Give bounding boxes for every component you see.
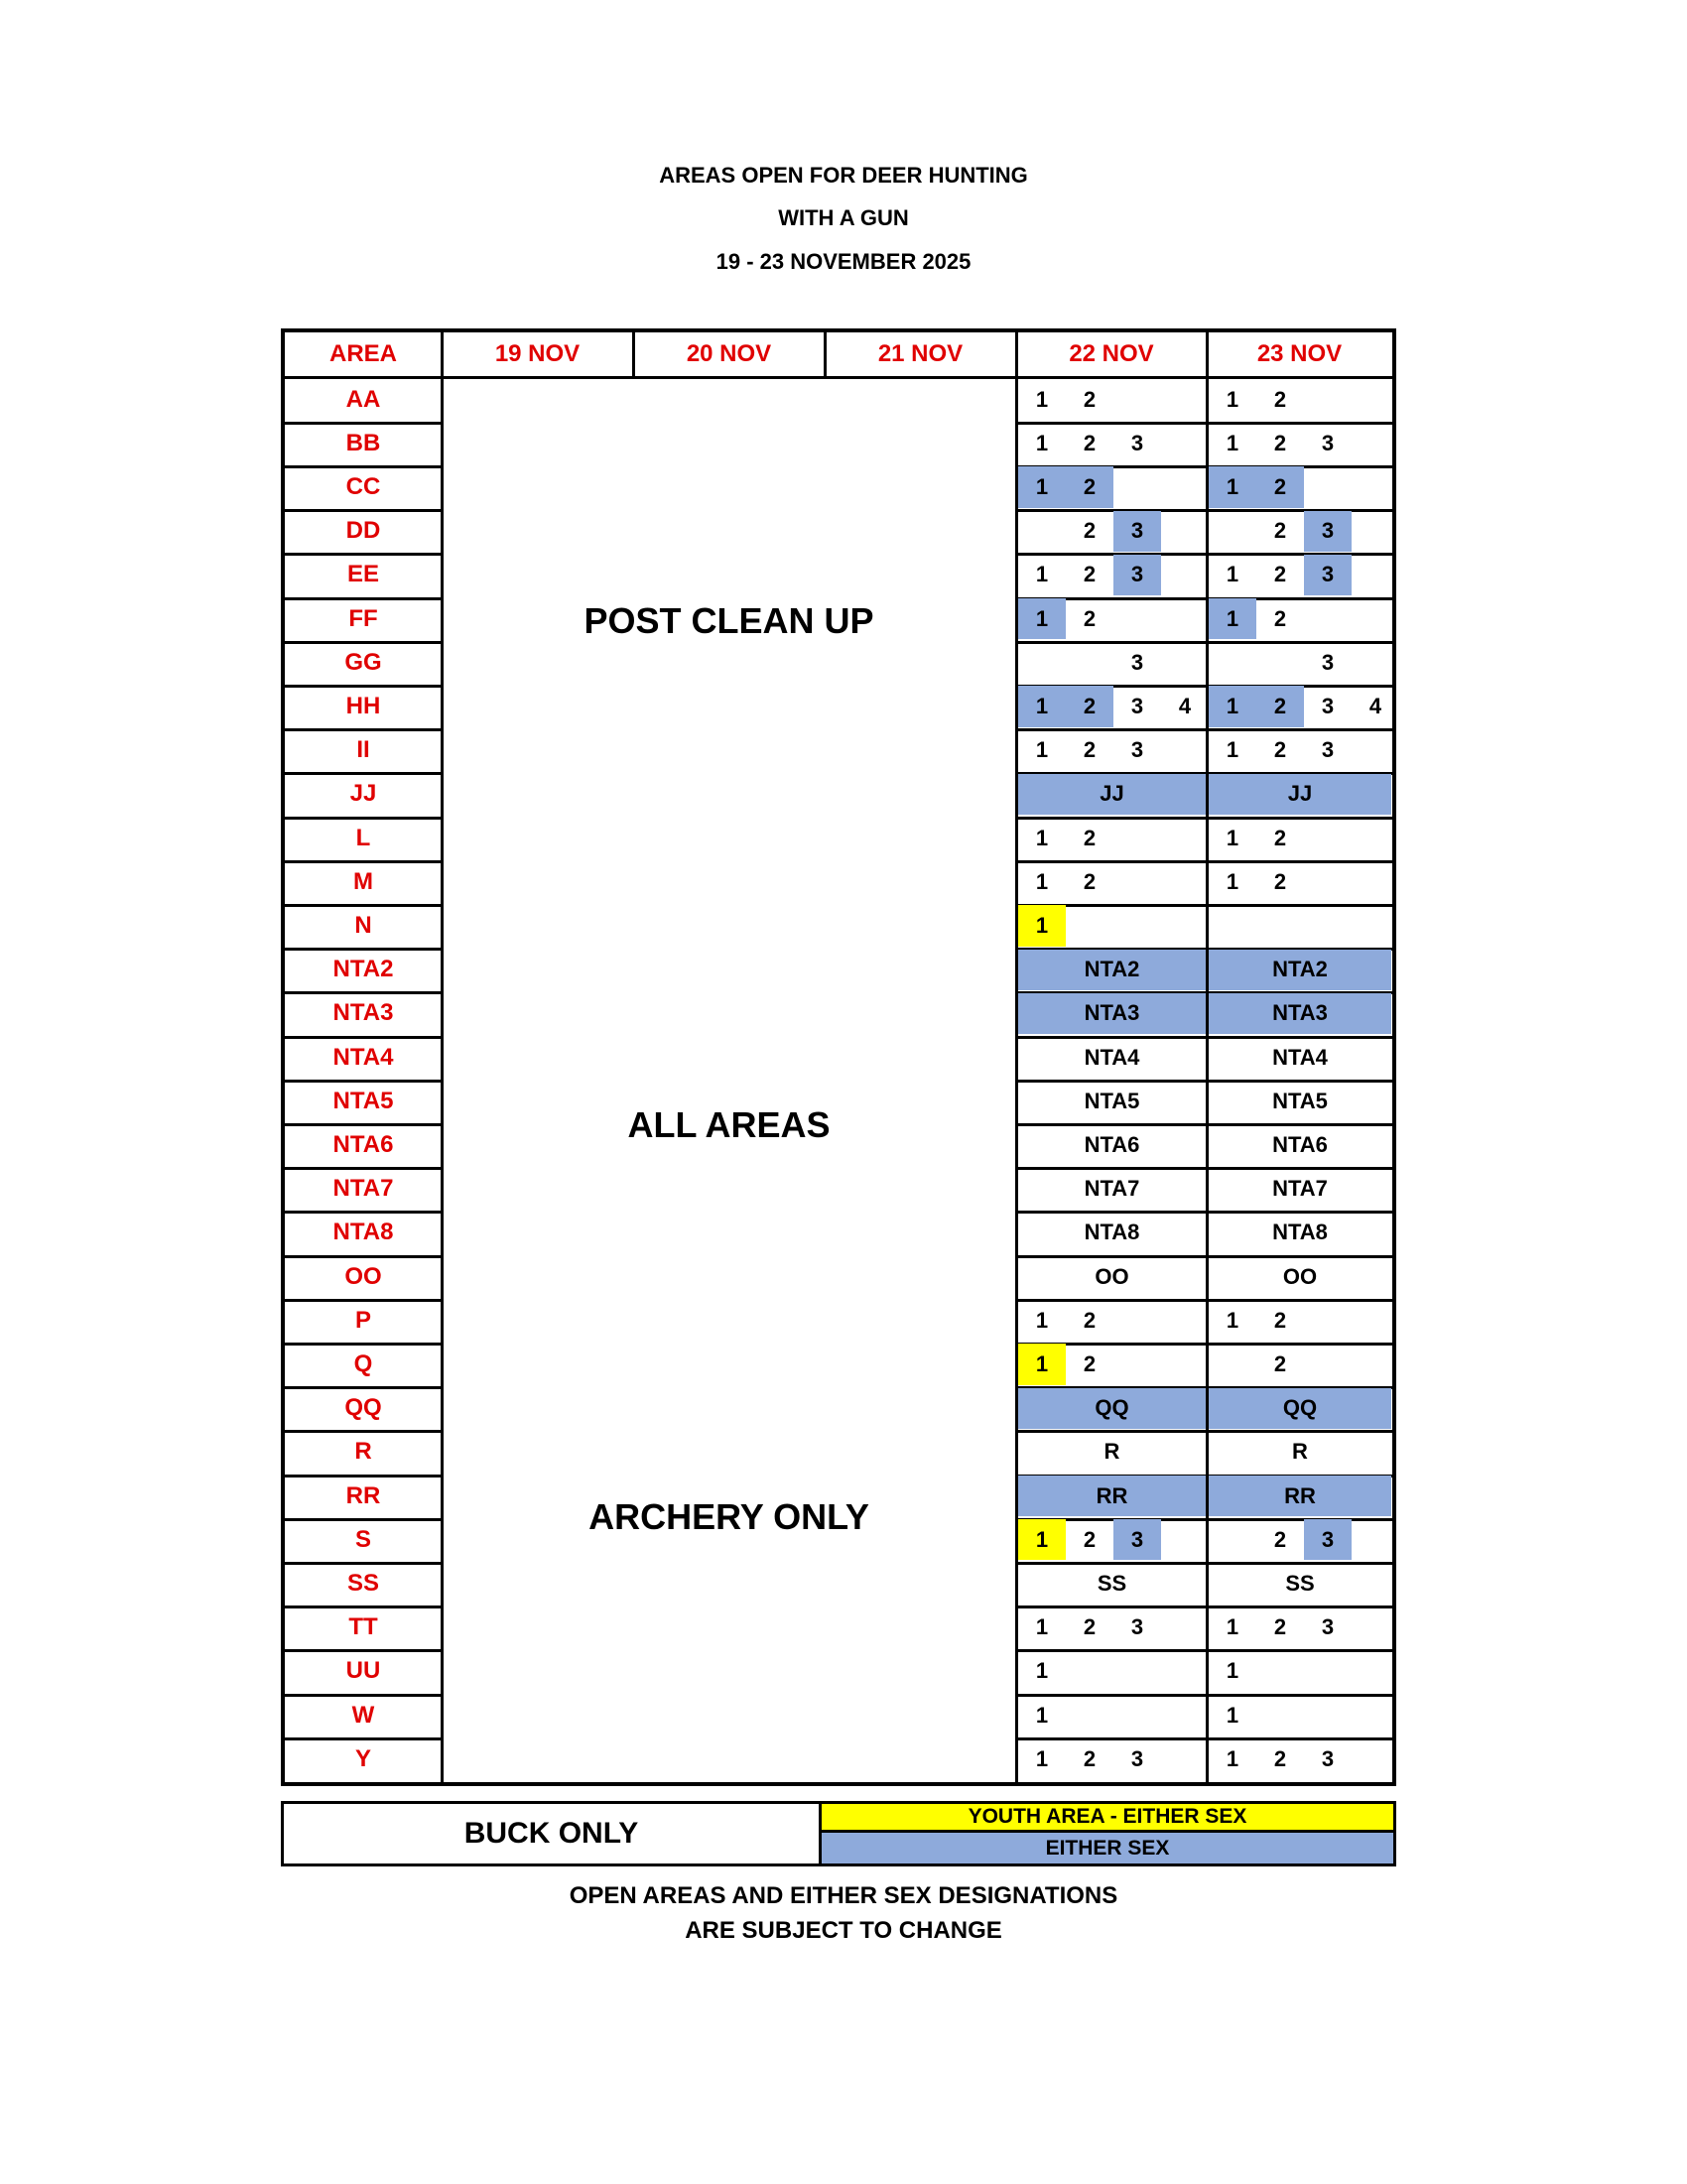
subarea-d22-ff-2: 2 [1083,605,1097,631]
column-header-5: 23 NOV [1256,340,1343,367]
area-label-qq: QQ [344,1394,382,1422]
cell-d23-nta3: NTA3 [1209,993,1391,1034]
subarea-d22-q-1: 1 [1018,1344,1066,1384]
subarea-d23-bb-2: 2 [1273,430,1287,455]
subarea-d23-ff-1: 1 [1209,598,1256,639]
area-label-m: M [353,867,373,895]
area-label-nta3: NTA3 [332,999,394,1027]
subarea-d22-bb-2: 2 [1083,430,1097,455]
column-divider [824,332,827,376]
subarea-d22-cc-2: 2 [1066,466,1113,507]
title-line-3: 19 - 23 NOVEMBER 2025 [715,249,972,274]
subarea-d23-hh-3: 3 [1321,693,1335,718]
column-header-0: AREA [328,340,397,367]
subarea-d23-ee-2: 2 [1273,562,1287,587]
subarea-d23-q-1 [1209,1344,1256,1384]
subarea-d23-cc-1: 1 [1209,466,1256,507]
subarea-d22-ee-3: 3 [1113,555,1161,595]
subarea-d22-w-1: 1 [1035,1702,1049,1728]
subarea-d22-tt-1: 1 [1035,1614,1049,1640]
area-label-tt: TT [348,1613,378,1641]
subarea-d23-y-3: 3 [1321,1745,1335,1771]
subarea-d22-uu-1: 1 [1035,1658,1049,1684]
column-header-2: 20 NOV [686,340,772,367]
cell-d22-nta7: NTA7 [1084,1176,1140,1202]
column-divider [632,332,635,376]
label-archery-only: ARCHERY ONLY [588,1496,869,1537]
subarea-d22-bb-1: 1 [1035,430,1049,455]
subarea-d22-y-3: 3 [1130,1745,1144,1771]
subarea-d22-m-1: 1 [1035,868,1049,894]
subarea-d23-aa-2: 2 [1273,386,1287,412]
cell-d23-oo: OO [1282,1263,1318,1289]
column-header-1: 19 NOV [494,340,581,367]
cell-d22-nta4: NTA4 [1084,1044,1140,1070]
footer-line-2: ARE SUBJECT TO CHANGE [685,1917,1002,1944]
area-label-bb: BB [345,429,381,456]
subarea-d23-tt-3: 3 [1321,1614,1335,1640]
cell-d23-nta6: NTA6 [1272,1131,1328,1157]
cell-d22-qq: QQ [1018,1388,1206,1429]
subarea-d23-l-1: 1 [1226,825,1239,850]
subarea-d23-y-1: 1 [1226,1745,1239,1771]
cell-d23-r: R [1292,1439,1308,1465]
subarea-d23-tt-1: 1 [1226,1614,1239,1640]
legend-youth-either-sex: YOUTH AREA - EITHER SEX [822,1804,1393,1833]
cell-d23-nta8: NTA8 [1272,1220,1328,1245]
area-label-nta4: NTA4 [332,1043,394,1071]
title-line-1: AREAS OPEN FOR DEER HUNTING [659,163,1028,188]
label-post-clean-up: POST CLEAN UP [584,600,874,641]
cell-d23-nta5: NTA5 [1272,1088,1328,1113]
cell-d23-qq: QQ [1209,1388,1391,1429]
subarea-d23-dd-1 [1209,511,1256,552]
subarea-d22-ff-1: 1 [1018,598,1066,639]
subarea-d23-hh-1: 1 [1209,686,1256,726]
subarea-d22-m-2: 2 [1083,868,1097,894]
area-label-nta2: NTA2 [332,956,394,983]
subarea-d23-hh-2: 2 [1256,686,1304,726]
subarea-d22-dd-2: 2 [1083,518,1097,544]
legend-buck-only: BUCK ONLY [284,1804,822,1863]
area-label-nta8: NTA8 [332,1219,394,1246]
area-label-jj: JJ [349,780,377,808]
subarea-d23-gg-3: 3 [1321,649,1335,675]
area-label-q: Q [353,1349,373,1377]
area-label-ss: SS [346,1569,379,1597]
subarea-d23-gg-1 [1209,642,1256,683]
subarea-d22-cc-1: 1 [1018,466,1066,507]
subarea-d23-p-2: 2 [1273,1307,1287,1333]
cell-d22-jj: JJ [1018,774,1206,815]
subarea-d22-bb-3: 3 [1130,430,1144,455]
cell-d22-r: R [1103,1439,1120,1465]
subarea-d23-ii-2: 2 [1273,737,1287,763]
area-label-y: Y [354,1744,371,1772]
area-label-hh: HH [345,692,381,719]
subarea-d22-q-2: 2 [1083,1350,1097,1376]
subarea-d23-w-1: 1 [1226,1702,1239,1728]
title-line-2: WITH A GUN [778,205,909,230]
subarea-d22-gg-2 [1066,642,1113,683]
area-label-nta6: NTA6 [332,1130,394,1158]
area-label-ii: II [356,736,370,764]
area-label-rr: RR [345,1481,381,1509]
subarea-d22-hh-1: 1 [1018,686,1066,726]
subarea-d22-hh-4: 4 [1178,693,1192,718]
area-label-w: W [351,1701,375,1729]
subarea-d23-m-1: 1 [1226,868,1239,894]
cell-d23-jj: JJ [1209,774,1391,815]
subarea-d23-l-2: 2 [1273,825,1287,850]
subarea-d23-ee-1: 1 [1226,562,1239,587]
legend [281,1801,1396,1866]
subarea-d22-p-1: 1 [1035,1307,1049,1333]
subarea-d23-q-2: 2 [1273,1350,1287,1376]
subarea-d23-s-2: 2 [1273,1526,1287,1552]
subarea-d22-hh-3: 3 [1130,693,1144,718]
subarea-d22-dd-3: 3 [1113,511,1161,552]
subarea-d22-ee-2: 2 [1083,562,1097,587]
column-header-4: 22 NOV [1069,340,1154,367]
subarea-d23-y-2: 2 [1273,1745,1287,1771]
subarea-d22-p-2: 2 [1083,1307,1097,1333]
subarea-d22-s-2: 2 [1083,1526,1097,1552]
subarea-d22-n-1: 1 [1018,905,1066,946]
cell-d23-nta2: NTA2 [1209,950,1391,990]
legend-either-sex: EITHER SEX [822,1833,1393,1863]
row-divider [1016,1649,1392,1652]
subarea-d23-s-3: 3 [1304,1519,1352,1560]
subarea-d22-gg-1 [1018,642,1066,683]
subarea-d23-ff-2: 2 [1273,605,1287,631]
subarea-d22-dd-1 [1018,511,1066,552]
cell-d23-rr: RR [1209,1476,1391,1516]
row-divider [1016,1694,1392,1697]
subarea-d22-l-1: 1 [1035,825,1049,850]
area-label-p: P [354,1306,371,1334]
subarea-d22-ii-1: 1 [1035,737,1049,763]
subarea-d22-ii-3: 3 [1130,737,1144,763]
subarea-d22-tt-3: 3 [1130,1614,1144,1640]
area-label-n: N [354,911,372,939]
area-label-ee: EE [346,561,379,588]
cell-d23-nta7: NTA7 [1272,1176,1328,1202]
subarea-d22-s-1: 1 [1018,1519,1066,1560]
subarea-d22-ii-2: 2 [1083,737,1097,763]
subarea-d23-p-1: 1 [1226,1307,1239,1333]
cell-d22-nta6: NTA6 [1084,1131,1140,1157]
row-divider [1016,904,1392,907]
area-label-ff: FF [348,604,378,632]
area-label-dd: DD [345,517,381,545]
area-label-s: S [354,1525,371,1553]
subarea-d23-dd-2: 2 [1273,518,1287,544]
schedule-table [281,328,1396,1786]
column-header-3: 21 NOV [877,340,964,367]
subarea-d23-gg-2 [1256,642,1304,683]
cell-d22-nta8: NTA8 [1084,1220,1140,1245]
subarea-d23-m-2: 2 [1273,868,1287,894]
subarea-d23-tt-2: 2 [1273,1614,1287,1640]
subarea-d23-aa-1: 1 [1226,386,1239,412]
subarea-d22-l-2: 2 [1083,825,1097,850]
cell-d22-oo: OO [1095,1263,1129,1289]
area-label-cc: CC [345,472,381,500]
subarea-d23-bb-3: 3 [1321,430,1335,455]
subarea-d22-s-3: 3 [1113,1519,1161,1560]
subarea-d22-y-1: 1 [1035,1745,1049,1771]
area-label-r: R [354,1438,372,1466]
subarea-d23-ee-3: 3 [1304,555,1352,595]
subarea-d22-y-2: 2 [1083,1745,1097,1771]
cell-d23-nta4: NTA4 [1272,1044,1328,1070]
subarea-d22-hh-2: 2 [1066,686,1113,726]
cell-d23-ss: SS [1285,1570,1315,1596]
area-label-nta5: NTA5 [332,1087,394,1114]
subarea-d22-aa-2: 2 [1083,386,1097,412]
subarea-d23-ii-1: 1 [1226,737,1239,763]
cell-d22-nta3: NTA3 [1018,993,1206,1034]
subarea-d23-bb-1: 1 [1226,430,1239,455]
area-label-gg: GG [344,648,382,676]
area-label-aa: AA [345,385,381,413]
area-label-oo: OO [344,1262,382,1290]
subarea-d23-uu-1: 1 [1226,1658,1239,1684]
area-label-nta7: NTA7 [332,1175,394,1203]
subarea-d22-tt-2: 2 [1083,1614,1097,1640]
label-all-areas: ALL AREAS [627,1104,831,1145]
subarea-d22-gg-3: 3 [1130,649,1144,675]
subarea-d23-s-1 [1209,1519,1256,1560]
subarea-d23-ii-3: 3 [1321,737,1335,763]
cell-d22-nta5: NTA5 [1084,1088,1140,1113]
subarea-d23-cc-2: 2 [1256,466,1304,507]
cell-d22-nta2: NTA2 [1018,950,1206,990]
area-label-uu: UU [345,1657,381,1685]
cell-d22-ss: SS [1097,1570,1127,1596]
subarea-d23-hh-4: 4 [1368,693,1382,718]
subarea-d22-aa-1: 1 [1035,386,1049,412]
area-label-l: L [355,824,371,851]
footer-line-1: OPEN AREAS AND EITHER SEX DESIGNATIONS [569,1882,1118,1909]
subarea-d22-ee-1: 1 [1035,562,1049,587]
subarea-d23-dd-3: 3 [1304,511,1352,552]
cell-d22-rr: RR [1018,1476,1206,1516]
